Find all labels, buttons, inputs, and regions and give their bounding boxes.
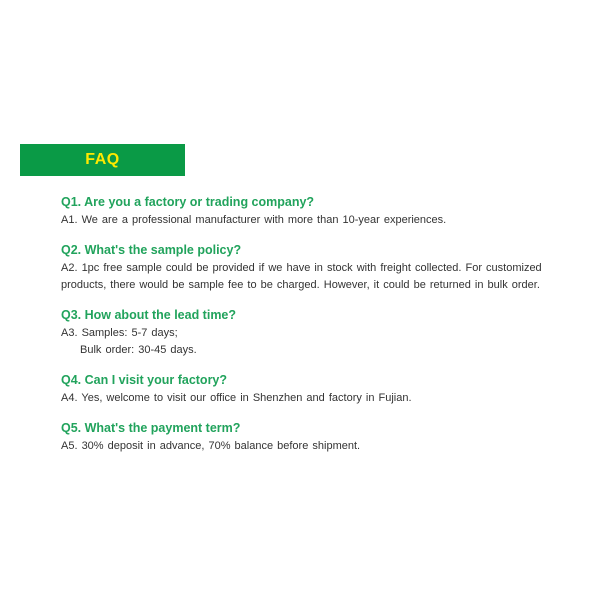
faq-question-2: Q2. What's the sample policy? (61, 243, 242, 257)
faq-item-1 (61, 194, 571, 229)
faq-list (61, 194, 571, 468)
faq-question-5: Q5. What's the payment term? (61, 421, 241, 435)
faq-answer-2-line-2: products, there would be sample fee to be charged. However, it could be returned in bulk order. (61, 279, 540, 291)
faq-question-4: Q4. Can I visit your factory? (61, 373, 228, 387)
faq-answer-5-line-1: A5. 30% deposit in advance, 70% balance before shipment. (61, 440, 361, 452)
faq-answer-3-line-1: A3. Samples: 5-7 days; (61, 327, 178, 339)
faq-question-3: Q3. How about the lead time? (61, 308, 237, 322)
faq-item-5 (61, 420, 571, 455)
faq-banner (20, 144, 185, 176)
faq-item-2 (61, 242, 571, 294)
faq-answer-2-line-1: A2. 1pc free sample could be provided if we have in stock with freight collected. For customized (61, 262, 542, 274)
faq-answer-4-line-1: A4. Yes, welcome to visit our office in Shenzhen and factory in Fujian. (61, 392, 412, 404)
faq-item-4 (61, 372, 571, 407)
faq-banner-title: FAQ (85, 151, 120, 168)
faq-question-1: Q1. Are you a factory or trading company? (61, 195, 315, 209)
faq-answer-3-line-2: Bulk order: 30-45 days. (80, 344, 197, 356)
faq-item-3 (61, 307, 571, 359)
faq-answer-1-line-1: A1. We are a professional manufacturer with more than 10-year experiences. (61, 214, 447, 226)
